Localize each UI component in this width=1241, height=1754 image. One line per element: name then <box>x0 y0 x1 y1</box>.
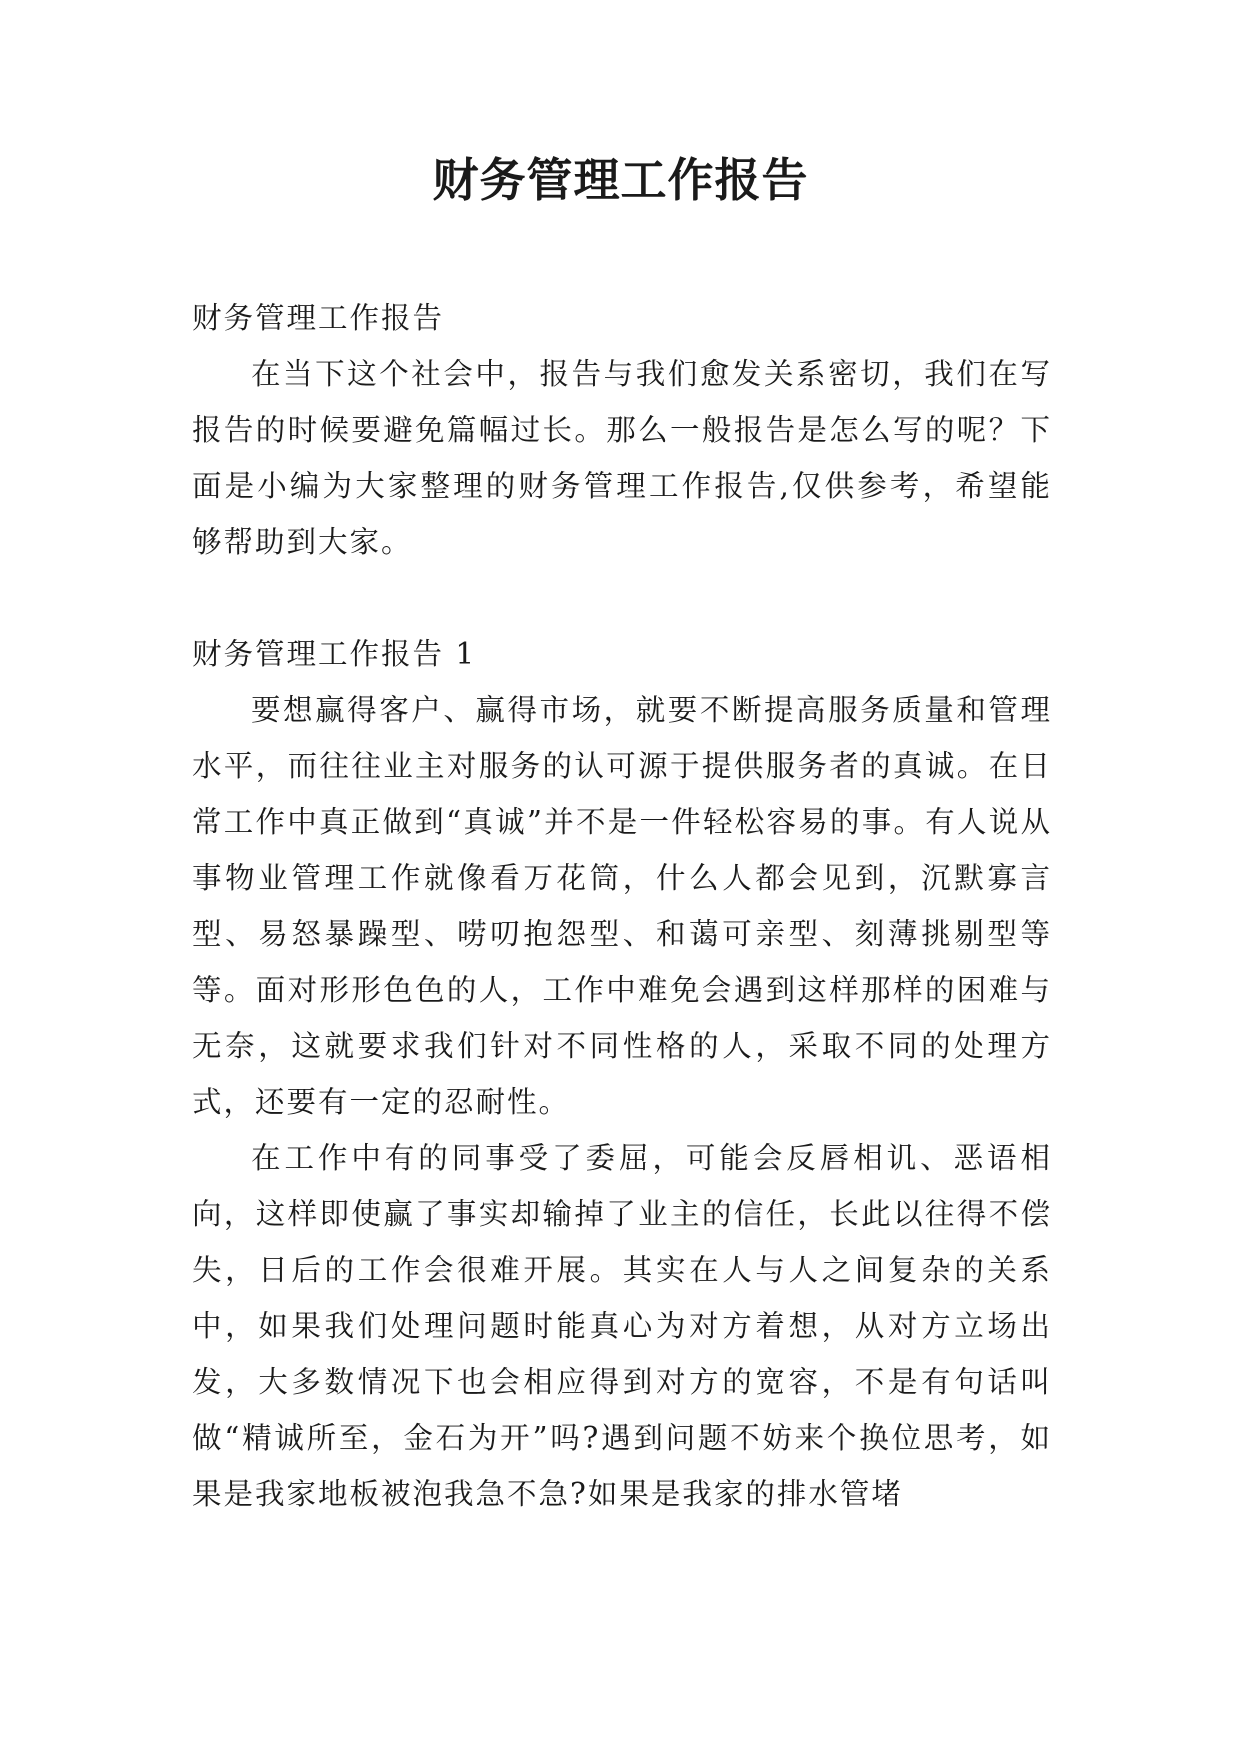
intro-paragraph: 在当下这个社会中，报告与我们愈发关系密切，我们在写报告的时候要避免篇幅过长。那么一般报告是怎么写的呢？下面是小编为大家整理的财务管理工作报告,仅供参考，希望能够帮助到大家。 <box>192 357 1052 559</box>
section-spacer <box>192 570 1052 626</box>
document-title: 财务管理工作报告 <box>432 153 809 207</box>
document-body <box>192 290 1052 1522</box>
section1-heading: 财务管理工作报告 1 <box>192 637 477 671</box>
section1-paragraph-1: 要想赢得客户、赢得市场，就要不断提高服务质量和管理水平，而往往业主对服务的认可源于提供服务者的真诚。在日常工作中真正做到“真诚”并不是一件轻松容易的事。有人说从事物业管理工作就像看万花筒，什么人都会见到，沉默寡言型、易怒暴躁型、唠叨抱怨型、和蔼可亲型、刻薄挑剔型等等。面对形形色色的人，工作中难免会遇到这样那样的困难与无奈，这就要求我们针对不同性格的人，采取不同的处理方式，还要有一定的忍耐性。 <box>192 693 1052 1119</box>
section1-paragraph-2: 在工作中有的同事受了委屈，可能会反唇相讥、恶语相向，这样即使赢了事实却输掉了业主的信任，长此以往得不偿失，日后的工作会很难开展。其实在人与人之间复杂的关系中，如果我们处理问题时能真心为对方着想，从对方立场出发，大多数情况下也会相应得到对方的宽容，不是有句话叫做“精诚所至，金石为开”吗?遇到问题不妨来个换位思考，如果是我家地板被泡我急不急?如果是我家的排水管堵 <box>192 1141 1052 1511</box>
intro-heading: 财务管理工作报告 <box>192 301 445 335</box>
